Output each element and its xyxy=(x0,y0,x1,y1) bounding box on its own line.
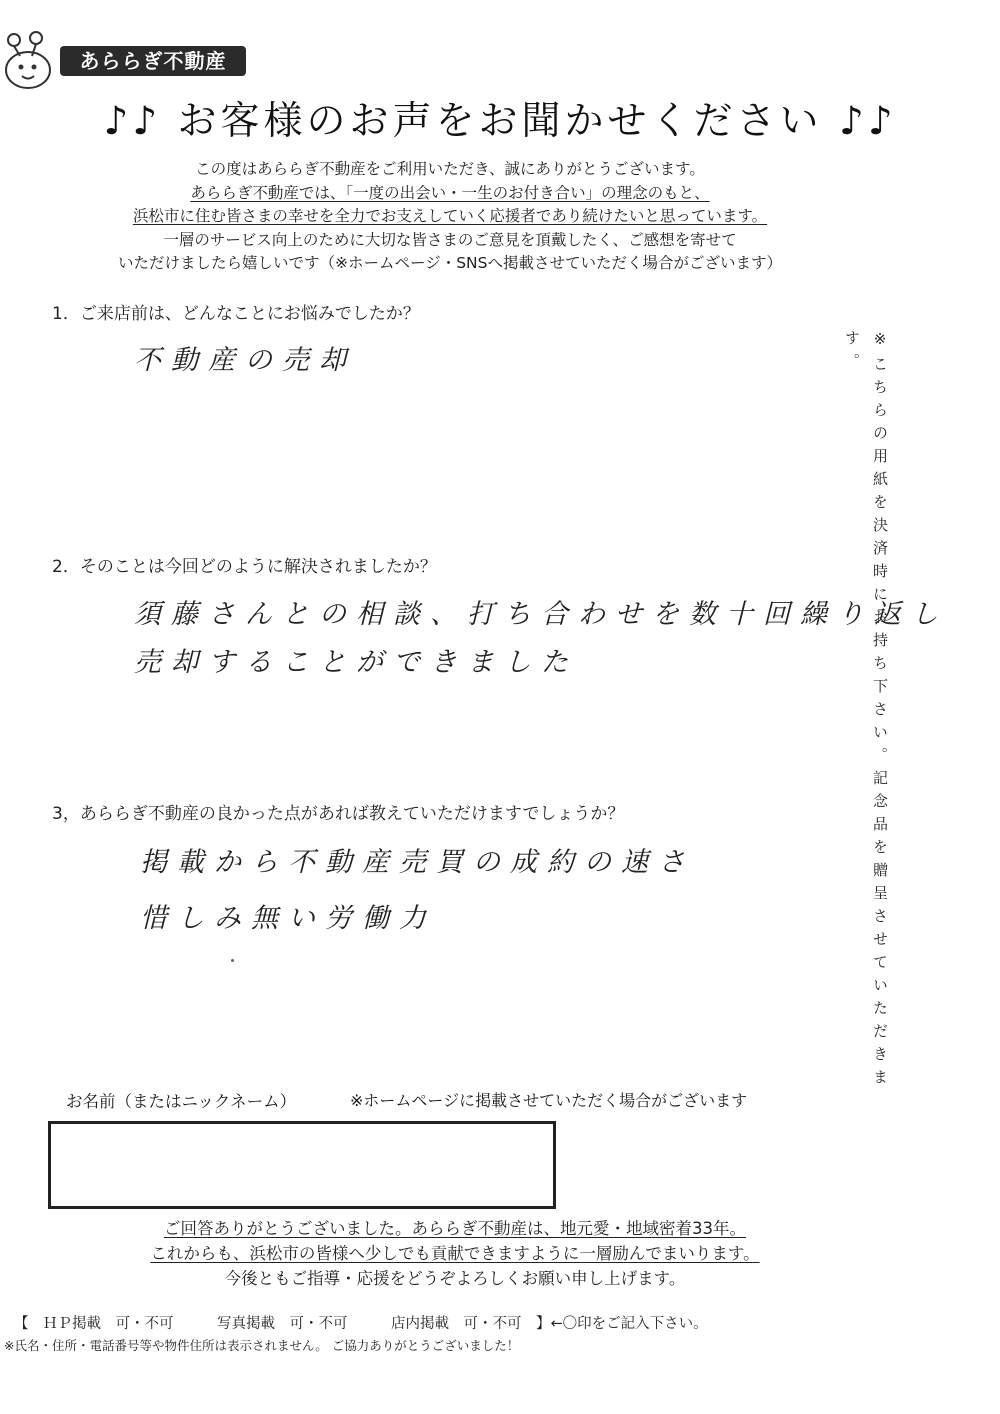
question-3-answer-line-2[interactable]: 惜しみ無い労働力 xyxy=(140,903,436,934)
question-2-label: 2．そのことは今回どのように解決されましたか？ xyxy=(52,557,437,577)
intro-line-4: 一層のサービス向上のために大切な皆さまのご意見を頂戴したく、ご感想を寄せて xyxy=(163,230,737,249)
thanks-line-1: ご回答ありがとうございました。あららぎ不動産は、地元愛・地域密着33年。 xyxy=(164,1219,746,1238)
publication-permissions[interactable]: 【 ＨＰ掲載 可・不可 写真掲載 可・不可 店内掲載 可・不可 】←〇印をご記入下さい。 xyxy=(14,1316,708,1332)
side-note: ※こちらの用紙を決済時にお持ち下さい。記念品を贈呈させていただきます。 xyxy=(843,330,889,1092)
footer-note: ※氏名・住所・電話番号等や物件住所は表示されません。 ご協力ありがとうございました！ xyxy=(4,1338,520,1353)
intro-line-5: いただけましたら嬉しいです（※ホームページ・SNSへ掲載させていただく場合がございます） xyxy=(118,254,782,272)
stray-mark xyxy=(231,959,234,962)
name-field-label: お名前（またはニックネーム） xyxy=(66,1092,297,1111)
question-3-answer-line-1[interactable]: 掲載から不動産売買の成約の速さ xyxy=(140,847,695,878)
name-input-box[interactable] xyxy=(48,1121,556,1209)
mascot-icon xyxy=(2,30,58,92)
question-2-answer-line-2[interactable]: 売却することができました xyxy=(134,647,578,678)
question-1-answer[interactable]: 不動産の売却 xyxy=(134,345,356,376)
question-1-label: 1．ご来店前は、どんなことにお悩みでしたか？ xyxy=(52,304,420,324)
thanks-text xyxy=(60,1216,850,1291)
intro-text xyxy=(60,158,840,276)
question-3-label: 3，あららぎ不動産の良かった点があれば教えていただけますでしょうか？ xyxy=(52,804,625,824)
page-title: ♪♪ お客様のお声をお聞かせください ♪♪ xyxy=(103,99,897,144)
question-2-answer-line-1[interactable]: 須藤さんとの相談、打ち合わせを数十回繰り返し xyxy=(134,599,948,630)
thanks-line-2: これからも、浜松市の皆様へ少しでも貢献できますように一層励んでまいります。 xyxy=(150,1244,760,1263)
name-field-note: ※ホームページに掲載させていただく場合がございます xyxy=(350,1091,748,1110)
intro-line-2: あららぎ不動産では、「一度の出会い・一生のお付き合い」の理念のもと、 xyxy=(190,183,710,202)
thanks-line-3: 今後ともご指導・応援をどうぞよろしくお願い申し上げます。 xyxy=(224,1269,686,1288)
intro-line-1: この度はあららぎ不動産をご利用いただき、誠にありがとうございます。 xyxy=(195,160,705,178)
intro-line-3: 浜松市に住む皆さまの幸せを全力でお支えしていく応援者であり続けたいと思っています。 xyxy=(132,207,768,225)
company-logo: あららぎ不動産 xyxy=(60,46,246,76)
